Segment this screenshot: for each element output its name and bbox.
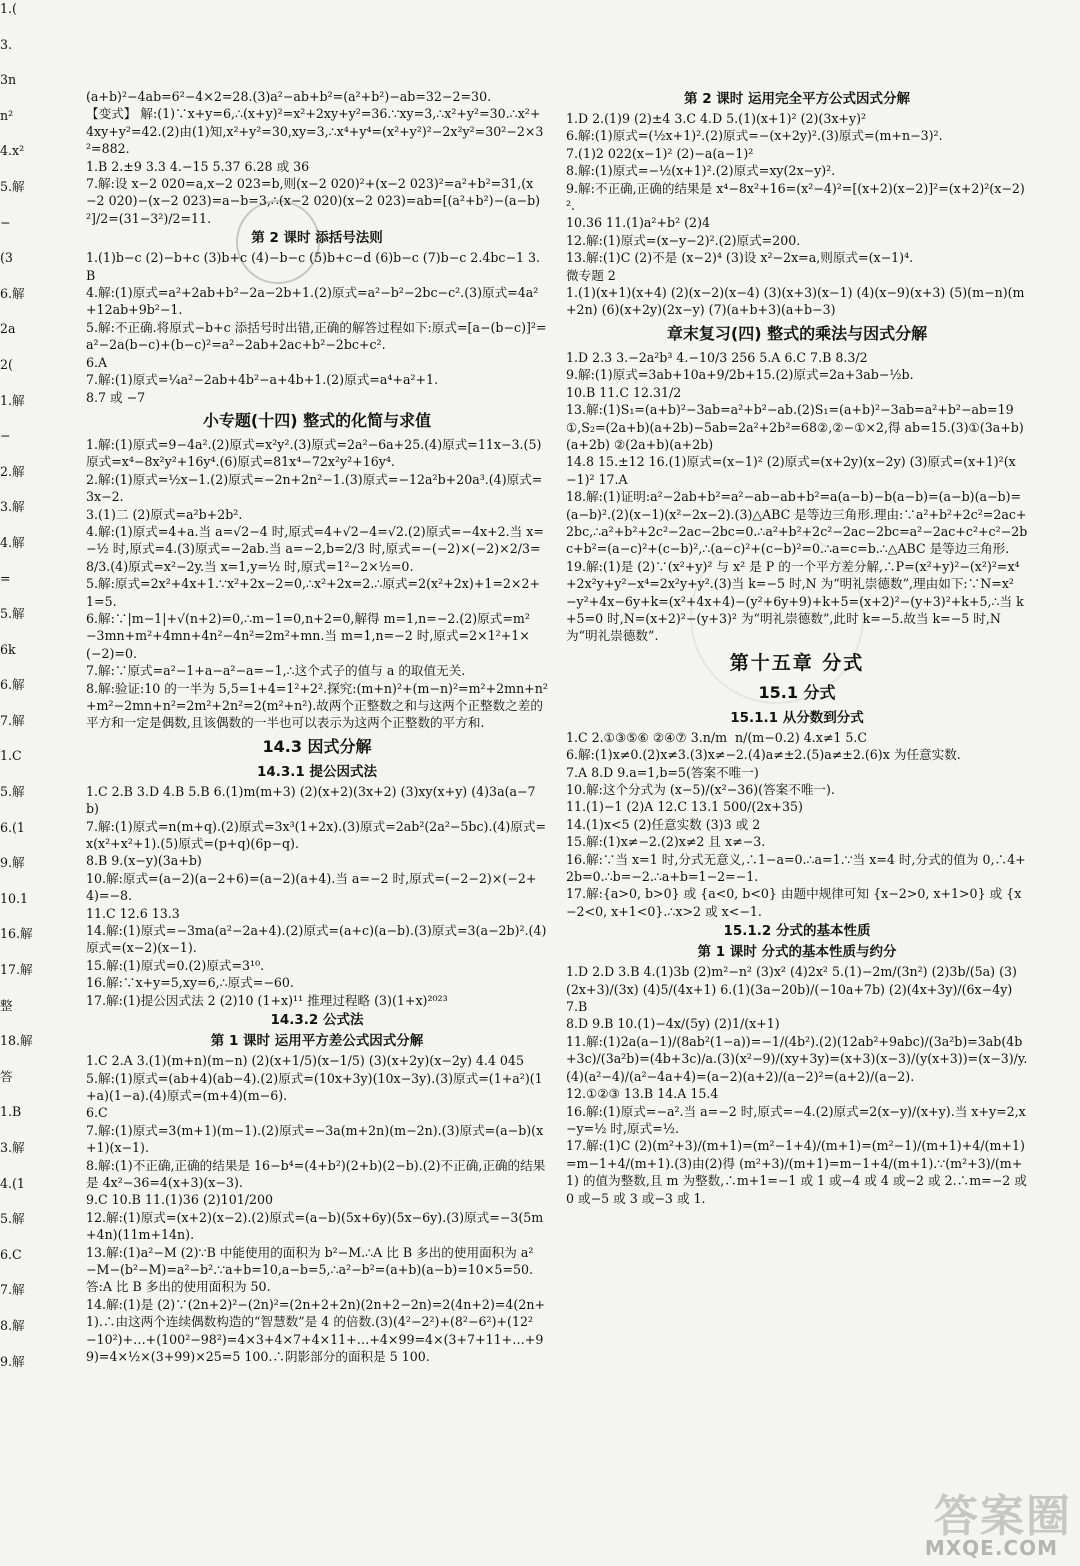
- answer-line: 1.(1)b−c (2)−b+c (3)b+c (4)−b−c (5)b+c−d (6)b−c (7)b−c 2.4bc−1 3.B: [86, 250, 541, 283]
- cropped-answer-fragment: (3: [0, 250, 13, 266]
- cropped-answer-fragment: 7.解: [0, 1282, 25, 1298]
- answer-line: 15.解:(1)x≠−2.(2)x≠2 且 x≠−3.: [566, 834, 766, 850]
- answer-line: 7.解:(1)原式=n(m+q).(2)原式=3x³(1+2x).(3)原式=2ab²(2a²−5bc).(4)原式=x(x²+x²+1).(5)原式=(p+q)(6p−q).: [86, 818, 547, 852]
- answer-line: 10.B 11.C 12.31/2: [566, 384, 682, 400]
- subsection-heading: 第 1 课时 运用平方差公式因式分解: [210, 1033, 424, 1050]
- right-answer-column: [566, 88, 1031, 1207]
- chapter-heading: 第十五章 分式: [729, 651, 865, 674]
- answer-line: 14.解:(1)原式=−3ma(a²−2a+4).(2)原式=(a+c)(a−b).(3)原式=3(a−2b)².(4)原式=(x−2)(x−1).: [86, 923, 547, 956]
- answer-line: 3.(1)二 (2)原式=a²b+2b².: [86, 506, 243, 522]
- answer-line: 7.解:(1)原式=¼a²−2ab+4b²−a+4b+1.(2)原式=a⁴+a²+1.: [86, 372, 439, 388]
- cropped-answer-fragment: −: [0, 214, 11, 230]
- answer-line: 16.解:∵当 x=1 时,分式无意义,∴1−a=0.∴a=1.∵当 x=4 时,分式的值为 0,∴4+2b=0.∴b=−2.∴a+b=1−2=−1.: [566, 851, 1026, 885]
- section-heading: 15.1 分式: [758, 682, 836, 702]
- answer-line: 7.解:∵原式=a²−1+a−a²−a=−1,∴这个式子的值与 a 的取值无关.: [86, 663, 466, 679]
- answer-line: 6.A: [86, 354, 108, 370]
- answer-line: 18.解:(1)证明:a²−2ab+b²=a²−ab−ab+b²=a(a−b)−b(a−b)=(a−b)(a−b)=(a−b)².(2)(x−1)(x²−2x−2).(3)△ABC 是等边三角形.理由:∵a²+b²+2c²=2ac+2bc,∴a²+b²+2c²−2ac−2bc=0.∴a²+b²+2c²−2ac−2bc=a²−2ac+c²+c²−2bc+b²=(a−c)²+(c−b)²,∴(a−c)²+(c−b)²=0.∴a=c=b.∴△ABC 是等边三角形.: [566, 489, 1028, 557]
- answer-line: 5.解:(1)原式=(ab+4)(ab−4).(2)原式=(10x+3y)(10x−3y).(3)原式=(1+a²)(1+a)(1−a).(4)原式=(m+4)(m−6).: [86, 1070, 543, 1103]
- cropped-answer-fragment: 1.B: [0, 1104, 22, 1120]
- answer-line: 9.C 10.B 11.(1)36 (2)101/200: [86, 1192, 273, 1208]
- cropped-answer-fragment: 10.1: [0, 890, 29, 906]
- answer-line: 12.①②③ 13.B 14.A 15.4: [566, 1086, 719, 1102]
- answer-line: 12.解:(1)原式=(x+2)(x−2).(2)原式=(a−b)(5x+6y)(5x−6y).(3)原式=−3(5m+4n)(11m+14n).: [86, 1209, 544, 1243]
- cropped-answer-fragment: 1.(: [0, 1, 17, 16]
- cropped-answer-fragment: =: [0, 570, 11, 586]
- answer-line: 7.解:(1)原式=3(m+1)(m−1).(2)原式=−3a(m+2n)(m−2n).(3)原式=(a−b)(x+1)(x−1).: [86, 1122, 544, 1156]
- cropped-answer-fragment: 2.解: [0, 463, 25, 479]
- answer-line: 1.解:(1)原式=9−4a².(2)原式=x²y².(3)原式=2a²−6a+25.(4)原式=11x−3.(5)原式=x⁴−8x²y²+16y⁴.(6)原式=81x⁴−72x²y²+16y⁴.: [86, 436, 542, 470]
- answer-line: 微专题 2: [566, 267, 616, 283]
- cropped-answer-fragment: 9.解: [0, 1353, 25, 1369]
- subsection-heading: 第 2 课时 添括号法则: [251, 230, 383, 247]
- answer-line: 11.(1)−1 (2)A 12.C 13.1 500/(2x+35): [566, 799, 803, 815]
- cropped-answer-fragment: 5.解: [0, 784, 25, 800]
- answer-line: 15.解:(1)原式=0.(2)原式=3¹⁰.: [86, 957, 265, 973]
- answer-line: 8.7 或 −7: [86, 389, 146, 405]
- answer-line: 6.解:(1)x≠0.(2)x≠3.(3)x≠−2.(4)a≠±2.(5)a≠±2.(6)x 为任意实数.: [566, 747, 961, 763]
- cropped-answer-fragment: 7.解: [0, 712, 25, 728]
- cropped-answer-fragment: 3.: [0, 36, 13, 52]
- answer-line: 9.解:不正确,正确的结果是 x⁴−8x²+16=(x²−4)²=[(x+2)(x−2)]²=(x+2)²(x−2)².: [566, 180, 1025, 214]
- subsection-heading: 14.3.2 公式法: [270, 1012, 364, 1029]
- cropped-edge-column: [0, 0, 36, 1388]
- answer-line: 5.解:原式=2x²+4x+1.∵x²+2x−2=0,∴x²+2x=2.∴原式=2(x²+2x)+1=2×2+1=5.: [86, 576, 541, 609]
- cropped-answer-fragment: 6.(1: [0, 819, 25, 835]
- answer-line: 2.解:(1)原式=½x−1.(2)原式=−2n+2n²−1.(3)原式=−12a²b+20a³.(4)原式=3x−2.: [86, 471, 543, 505]
- answer-line: 6.解:∵|m−1|+√(n+2)=0,∴m−1=0,n+2=0,解得 m=1,n=−2.(2)原式=m²−3mn+m²+4mn+4n²−4n²=2m²+mn.当 m=1,n=−2 时,原式=2×1²+1×(−2)=0.: [86, 610, 530, 661]
- cropped-answer-fragment: 2(: [0, 356, 13, 372]
- subsection-heading: 15.1.1 从分数到分式: [730, 709, 864, 726]
- cropped-answer-fragment: 4.解: [0, 534, 25, 550]
- answer-line: 14.8 15.±12 16.(1)原式=(x−1)² (2)原式=(x+2y)(x−2y) (3)原式=(x+1)²(x−1)² 17.A: [566, 454, 1016, 487]
- answer-line: 8.B 9.(x−y)(3a+b): [86, 853, 202, 869]
- answer-line: 1.D 2.(1)9 (2)±4 3.C 4.D 5.(1)(x+1)² (2)(3x+y)²: [566, 111, 867, 126]
- cropped-answer-fragment: 整: [0, 997, 13, 1013]
- answer-line: 12.解:(1)原式=(x−y−2)².(2)原式=200.: [566, 232, 801, 248]
- answer-line: 【变式】 解:(1)∵x+y=6,∴(x+y)²=x²+2xy+y²=36.∵xy=3,∴x²+y²=30.∴x²+4xy+y²=42.(2)由(1)知,x²+y²=30,xy=3,∴x⁴+y⁴=(x²+y²)²−2x²y²=30²−2×3²=882.: [86, 106, 544, 157]
- cropped-answer-fragment: n²: [0, 107, 14, 123]
- answer-line: 1.C 2.①③⑤⑥ ②④⑦ 3.n/m n/(m−0.2) 4.x≠1 5.C: [566, 729, 868, 745]
- answer-line: 1.B 2.±9 3.3 4.−15 5.37 6.28 或 36: [86, 158, 310, 174]
- cropped-answer-fragment: 5.解: [0, 178, 25, 194]
- answer-line: 13.解:(1)C (2)不是 (x−2)⁴ (3)设 x²−2x=a,则原式=(x−1)⁴.: [566, 250, 914, 266]
- answer-line: 8.D 9.B 10.(1)−4x/(5y) (2)1/(x+1): [566, 1016, 780, 1032]
- answer-line: 13.解:(1)S₁=(a+b)²−3ab=a²+b²−ab.(2)S₁=(a+b)²−3ab=a²+b²−ab=19①,S₂=(2a+b)(a+2b)−5ab=2a²+2b²=68②,②−①×2,得 ab=15.(3)①(3a+b)(a+2b) ②(2a+b)(a+2b): [566, 402, 1024, 452]
- subsection-heading: 第 2 课时 运用完全平方公式因式分解: [684, 91, 910, 107]
- answer-line: 11.解:(1)2a(a−1)/(8ab²(1−a))=−1/(4b²).(2)(12ab²+9abc)/(3a²b)=3ab(4b+3c)/(3a²b)=(4b+3c)/a.(3)(x²−9)/(xy+3y)=(x+3)(x−3)/(y(x+3))=(x−3)/y.(4)(a²−4)/(a²−4a+4)=(a−2)(a+2)/(a−2)²=(a+2)/(a−2).: [566, 1033, 1028, 1084]
- cropped-answer-fragment: 1.解: [0, 392, 25, 408]
- answer-line: 1.C 2.B 3.D 4.B 5.B 6.(1)m(m+3) (2)(x+2)(3x+2) (3)xy(x+y) (4)3a(a−7b): [86, 783, 536, 817]
- cropped-answer-fragment: 5.解: [0, 1211, 25, 1227]
- site-watermark: [892, 1480, 1072, 1560]
- answer-line: 6.解:(1)原式=(½x+1)².(2)原式=−(x+2y)².(3)原式=(m+n−3)².: [566, 128, 943, 144]
- watermark-logo-text: 答案圈: [934, 1491, 1072, 1542]
- answer-line: 5.解:不正确.将原式−b+c 添括号时出错,正确的解答过程如下:原式=[a−(b−c)]²=a²−2a(b−c)+(b−c)²=a²−2ab+2ac+b²−2bc+c².: [86, 319, 547, 353]
- answer-line: 14.解:(1)是 (2)∵(2n+2)²−(2n)²=(2n+2+2n)(2n+2−2n)=2(4n+2)=4(2n+1).∴由这两个连续偶数构造的“智慧数”是 4 的倍数.(3)(4²−2²)+(8²−6²)+(12²−10²)+…+(100²−98²)=4×3+4×7+4×11+…+4×99=4×(3+7+11+…+99)=4×½×(3+99)×25=5 100.∴阴影部分的面积是 5 100.: [86, 1296, 546, 1364]
- answer-line: 10.解:这个分式为 (x−5)/(x²−36)(答案不唯一).: [566, 782, 835, 797]
- left-answer-column: [86, 88, 548, 1365]
- cropped-answer-fragment: 3.解: [0, 499, 25, 515]
- answer-line: 17.解:{a>0, b>0} 或 {a<0, b<0} 由题中规律可知 {x−2>0, x+1>0} 或 {x−2<0, x+1<0}.∴x>2 或 x<−1.: [566, 886, 1022, 919]
- answer-line: 8.解:(1)原式=−½(x+1)².(2)原式=xy(2x−y)².: [566, 163, 836, 179]
- answer-line: 19.解:(1)是 (2)∵(x²+y)² 与 x² 是 P 的一个平方差分解,∴P=(x²+y)²−(x²)²=x⁴+2x²y+y²−x⁴=2x²y+y².(3)当 k=−5 时,N 为“明礼崇德数”,理由如下:∵N=x²−y²+4x−6y+k=(x²+4x+4)−(y²+6y+9)+k+5=(x+2)²−(y+3)²+k+5,∴当 k+5=0 时,N=(x+2)²−(y+3)² 为“明礼崇德数”,此时 k=−5.故当 k=−5 时,N 为“明礼崇德数”.: [566, 558, 1024, 644]
- cropped-answer-fragment: 3.解: [0, 1140, 25, 1155]
- answer-line: 14.(1)x<5 (2)任意实数 (3)3 或 2: [566, 816, 761, 832]
- cropped-answer-fragment: −: [0, 428, 11, 444]
- cropped-answer-fragment: 2a: [0, 321, 16, 337]
- answer-line: 7.解:设 x−2 020=a,x−2 023=b,则(x−2 020)²+(x−2 023)²=a²+b²=31,(x−2 020)−(x−2 023)=a−b=3,∴(x−2 020)(x−2 023)=ab=[(a²+b²)−(a−b)²]/2=(31−3²)/2=11.: [86, 176, 541, 226]
- cropped-answer-fragment: 17.解: [0, 962, 33, 978]
- cropped-answer-fragment: 6.解: [0, 285, 25, 301]
- cropped-answer-fragment: 6k: [0, 641, 16, 657]
- answer-line: 6.C: [86, 1105, 108, 1121]
- section-heading: 章末复习(四) 整式的乘法与因式分解: [666, 323, 928, 343]
- answer-line: 17.解:(1)C (2)(m²+3)/(m+1)=(m²−1+4)/(m+1)=(m²−1)/(m+1)+4/(m+1)=m−1+4/(m+1).(3)由(2)得 (m²+3)/(m+1)=m−1+4/(m+1).∵(m²+3)/(m+1) 的值为整数,且 m 为整数,∴m+1=−1 或 1 或−4 或 4 或−2 或 2.∴m=−2 或 0 或−5 或 3 或−3 或 1.: [566, 1138, 1031, 1206]
- answer-line: 7.A 8.D 9.a=1,b=5(答案不唯一): [566, 764, 759, 780]
- subsection-heading: 第 1 课时 分式的基本性质与约分: [697, 944, 897, 961]
- answer-line: 1.C 2.A 3.(1)(m+n)(m−n) (2)(x+1/5)(x−1/5) (3)(x+2y)(x−2y) 4.4 045: [86, 1053, 524, 1069]
- answer-line: 17.解:(1)提公因式法 2 (2)10 (1+x)¹¹ 推理过程略 (3)(1+x)²⁰²³: [86, 992, 448, 1008]
- answer-line: 10.解:原式=(a−2)(a−2+6)=(a−2)(a+4).当 a=−2 时,原式=(−2−2)×(−2+4)=−8.: [86, 870, 537, 904]
- answer-line: 9.解:(1)原式=3ab+10a+9/2b+15.(2)原式=2a+3ab−½b.: [566, 367, 914, 383]
- answer-line: 4.解:(1)原式=4+a.当 a=√2−4 时,原式=4+√2−4=√2.(2)原式=−4x+2.当 x=−½ 时,原式=4.(3)原式=−2ab.当 a=−2,b=2/3 时,原式=−(−2)×(−2)×2/3=8/3.(4)原式=x²−2y.当 x=1,y=½ 时,原式=1²−2×½=0.: [86, 523, 544, 574]
- cropped-answer-fragment: 9.解: [0, 855, 25, 871]
- answer-line: (a+b)²−4ab=6²−4×2=28.(3)a²−ab+b²=(a²+b²)−ab=32−2=30.: [86, 89, 492, 104]
- answer-line: 4.解:(1)原式=a²+2ab+b²−2a−2b+1.(2)原式=a²−b²−2bc−c².(3)原式=4a²+12ab+9b²−1.: [86, 285, 539, 318]
- answer-line: 16.解:(1)原式=−a².当 a=−2 时,原式=−4.(2)原式=2(x−y)/(x+y).当 x+y=2,x−y=½ 时,原式=½.: [566, 1103, 1026, 1136]
- cropped-answer-fragment: 5.解: [0, 606, 25, 622]
- cropped-answer-fragment: 3n: [0, 72, 17, 88]
- answer-line: 1.D 2.D 3.B 4.(1)3b (2)m²−n² (3)x² (4)2x² 5.(1)−2m/(3n²) (2)3b/(5a) (3)(2x+3)/(3x) (4)5/(4x+1) 6.(1)(3a−20b)/(−10a+7b) (2)(4x+3y)/(6x−4y) 7.B: [566, 964, 1017, 1015]
- section-heading: 小专题(十四) 整式的化简与求值: [202, 410, 432, 430]
- cropped-answer-fragment: 16.解: [0, 926, 33, 942]
- cropped-answer-fragment: 18.解: [0, 1033, 33, 1049]
- answer-line: 7.(1)2 022(x−1)² (2)−a(a−1)²: [566, 145, 754, 161]
- answer-line: 1.D 2.3 3.−2a²b³ 4.−10/3 256 5.A 6.C 7.B 8.3/2: [566, 349, 868, 365]
- cropped-answer-fragment: 1.C: [0, 748, 22, 764]
- answer-line: 8.解:(1)不正确,正确的结果是 16−b⁴=(4+b²)(2+b)(2−b).(2)不正确,正确的结果是 4x²−36=4(x+3)(x−3).: [86, 1157, 546, 1190]
- cropped-answer-fragment: 6.解: [0, 677, 25, 693]
- subsection-heading: 14.3.1 提公因式法: [256, 763, 378, 780]
- answer-line: 1.(1)(x+1)(x+4) (2)(x−2)(x−4) (3)(x+3)(x−1) (4)(x−9)(x+3) (5)(m−n)(m+2n) (6)(x+2y)(2x−y) (7)(a+b+3)(a+b−3): [566, 285, 1025, 318]
- subsection-heading: 15.1.2 分式的基本性质: [723, 923, 871, 940]
- section-heading: 14.3 因式分解: [262, 736, 372, 756]
- cropped-answer-fragment: 4.x²: [0, 143, 25, 159]
- cropped-answer-fragment: 答: [0, 1068, 13, 1084]
- answer-line: 13.解:(1)a²−M (2)∵B 中能使用的面积为 b²−M.∴A 比 B 多出的使用面积为 a²−M−(b²−M)=a²−b².∵a+b=10,a−b=5,∴a²−b²=(a+b)(a−b)=10×5=50.答:A 比 B 多出的使用面积为 50.: [86, 1244, 534, 1295]
- watermark-url: MXQE.COM: [924, 1536, 1058, 1560]
- cropped-answer-fragment: 6.C: [0, 1246, 22, 1262]
- answer-line: 16.解:∵x+y=5,xy=6,∴原式=−60.: [86, 975, 294, 991]
- cropped-answer-fragment: 4.(1: [0, 1175, 25, 1191]
- answer-line: 10.36 11.(1)a²+b² (2)4: [566, 215, 710, 231]
- cropped-answer-fragment: 8.解: [0, 1317, 25, 1333]
- answer-line: 8.解:验证:10 的一半为 5,5=1+4=1²+2².探究:(m+n)²+(m−n)²=m²+2mn+n²+m²−2mn+n²=2m²+2n²=2(m²+n²).故两个正整数之和与这两个正整数之差的平方和一定是偶数,且该偶数的一半也可以表示为这两个正整数的平方和.: [86, 680, 548, 731]
- answer-line: 11.C 12.6 13.3: [86, 905, 180, 921]
